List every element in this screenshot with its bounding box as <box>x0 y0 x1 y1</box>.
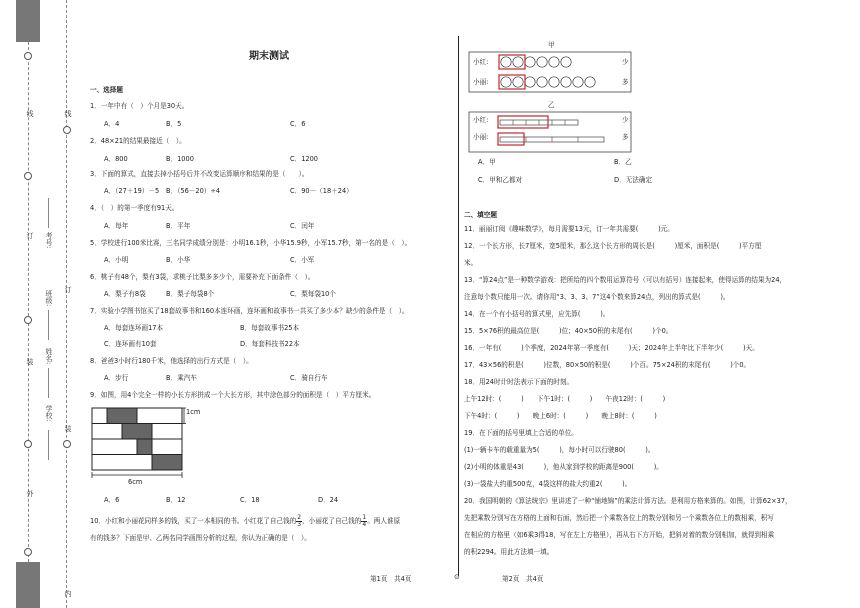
cut-line-outer <box>28 42 29 562</box>
question-text: 2．48×21的结果最接近（ ）。 <box>90 137 186 145</box>
figure-yi-less: 少 <box>622 116 629 124</box>
fill-in-line: 20．我国明朝的《算法统宗》里讲述了一种“铺地锦”的乘法计算方法。是利用方格来算的。如图，计算62×37， <box>464 497 792 505</box>
option-c: C．闰年 <box>290 222 315 230</box>
fill-in-line: 15．5×76积的最高位是( )位；40×50积的末尾有( )个0。 <box>464 327 673 335</box>
binding-hole <box>24 440 32 448</box>
q9-option-d: D．24 <box>318 496 339 504</box>
binding-mark: 线 <box>26 110 34 117</box>
figure-jia-less: 少 <box>622 58 629 66</box>
comparison-figures <box>468 40 648 155</box>
q10-option-d: D．无法确定 <box>614 176 653 184</box>
option-a: A．4 <box>104 120 120 128</box>
figure-side-label: 1cm <box>186 408 201 416</box>
question-text: 1．一年中有（ ）个月是30天。 <box>90 102 189 110</box>
section-heading: 二、填空题 <box>464 211 497 219</box>
fill-in-line: 在相应的方格里（如6乘3得18，写在左上方格里），再从右下方开始，把斜对着的数分别相加，就得到相乘 <box>464 531 775 539</box>
fill-in-line: 19．在下面的括号里填上合适的单位。 <box>464 429 578 437</box>
binding-mark: 装 <box>64 425 72 432</box>
fill-in-line: 12．一个长方形，长7厘米，宽5厘米，那么这个长方形的周长是( )厘米，面积是( )平方厘 <box>464 242 762 250</box>
fill-in-line: 注意每个数只能用一次。请你用“3、3、3、7”这4个数来算24点，列出的算式是( )。 <box>464 293 730 301</box>
fraction-one-quarter: $\frac{1}{4}$ <box>362 513 367 528</box>
option-a: C．连环画有10套 <box>104 340 157 348</box>
fill-in-line: 下午4时：( ) 晚上6时：( ) 晚上8时：( ) <box>464 412 657 420</box>
cut-line-inner <box>66 0 67 608</box>
option-c: C．90－（18＋24） <box>290 187 353 195</box>
figure-jia-row1-label: 小红: <box>473 58 489 66</box>
option-a: A．800 <box>104 155 128 163</box>
section-heading: 一、选择题 <box>90 86 123 94</box>
option-a: A．小明 <box>104 256 129 264</box>
figure-jia-title: 甲 <box>548 41 555 49</box>
question-text: 8．爸爸3小时行180千米，他选择的出行方式是（ ）。 <box>90 357 253 365</box>
page-title: 期末测试 <box>249 51 289 62</box>
fill-in-line: 米。 <box>464 259 478 267</box>
fill-in-line: 14．在一个有小括号的算式里，应先算( )。 <box>464 310 610 318</box>
school-label: 学校: <box>45 405 53 422</box>
binding-hole <box>24 52 32 60</box>
option-a: A．梨子有8袋 <box>104 290 146 298</box>
fraction-two-thirds: $\frac{2}{3}$ <box>297 513 302 528</box>
class-label: 班级: <box>45 290 53 307</box>
binding-mark: 订 <box>64 286 72 293</box>
figure-yi-row1-label: 小红: <box>473 116 489 124</box>
q10-line1: 10．小红和小丽花同样多的钱，买了一本相同的书。小红花了自己钱的 $\frac{2}{3}$ ，小丽花了自己钱的 $\frac{1}{4}$ 。两人谁原 <box>90 513 401 528</box>
figure-yi-more: 多 <box>622 133 629 141</box>
q9-option-c: C．18 <box>240 496 260 504</box>
option-c: C．1200 <box>290 155 318 163</box>
fill-in-line: 先把乘数分别写在方格的上面和右面，然后把一个乘数各位上的数分别和另一个乘数各位上的数相乘，积写 <box>464 514 774 522</box>
fill-in-line: 11．丽丽订阅《趣味数学》，每月需要13元，订一年共需要( )元。 <box>464 225 674 233</box>
fill-in-line: 16．一年有( )个季度，2024年第一季度有( )天；2024年上半年比下半年少( )天。 <box>464 344 759 352</box>
center-dot: ⊙ <box>454 573 460 581</box>
option-b: B．乘汽车 <box>166 374 197 382</box>
question-text: 4．（ ）的第一季度有91天。 <box>90 204 179 212</box>
option-c: C．骑自行车 <box>290 374 328 382</box>
q10-option-b: B．乙 <box>614 158 632 166</box>
binding-hole <box>24 316 32 324</box>
binding-mark: 装 <box>26 358 34 365</box>
name-label: 姓名: <box>45 348 53 365</box>
q10-option-c: C．甲和乙都对 <box>478 176 523 184</box>
fill-in-line: 的积2294。用此方法填一填。 <box>464 548 554 556</box>
binding-mark: 外 <box>26 490 34 497</box>
binding-hole <box>24 548 32 556</box>
figure-yi-row2-label: 小丽: <box>473 133 489 141</box>
fill-in-line: (2)小明的体重是43( )，他从家到学校的距离是900( )。 <box>464 463 663 471</box>
fill-in-line: 13．“算24点”是一种数学游戏：把所给的四个数用运算符号（可以有括号）连接起来，使得运算的结果为24， <box>464 276 787 284</box>
figure-jia-more: 多 <box>622 78 629 86</box>
question-text: 5．学校进行100米比赛，三名同学成绩分别是：小明16.1秒，小华15.9秒，小军15.7秒，第一名的是（ ）。 <box>90 239 412 247</box>
question-text: 3．下面的算式，直接去掉小括号后并不改变运算顺序和结果的是（ ）。 <box>90 170 309 178</box>
question-text: 9．如图，用4个完全一样的小长方形拼成一个大长方形，其中涂色部分的面积是（ ）平方厘米。 <box>90 391 376 399</box>
figure-bottom-label: 6cm <box>128 478 143 486</box>
binding-mark: 内 <box>64 590 72 597</box>
binding-hole <box>63 440 71 448</box>
option-b: B．平年 <box>166 222 191 230</box>
fill-in-line: 18．用24时计时法表示下面的时刻。 <box>464 378 574 386</box>
option-a: A．步行 <box>104 374 129 382</box>
option-b: B．小华 <box>166 256 191 264</box>
q9-figure <box>90 405 210 495</box>
binding-mark: 线 <box>64 110 72 117</box>
binding-hole <box>24 172 32 180</box>
binding-margin <box>0 0 72 608</box>
fill-in-line: (1)一辆卡车的载重量为5( )，每小时可以行驶80( )。 <box>464 446 655 454</box>
option-c: C．6 <box>290 120 306 128</box>
option-b: B．1000 <box>166 155 194 163</box>
exam-number-label: 考号: <box>45 232 53 249</box>
fill-in-line: (3)一袋盐大约重500克，4袋这样的盐大约重2( )。 <box>464 480 632 488</box>
figure-jia-row2-label: 小丽: <box>473 78 489 86</box>
q9-option-b: B．12 <box>166 496 186 504</box>
option-c: C．小军 <box>290 256 315 264</box>
page-footer: 第1页 共4页 <box>370 575 412 583</box>
option-b: B．（56－20）÷4 <box>166 187 221 195</box>
page-footer: 第2页 共4页 <box>502 575 544 583</box>
fill-in-line: 上午12时：( ) 下午1时：( ) 午夜12时：( ) <box>464 395 666 403</box>
fill-in-line: 17．43×56的积是( )位数，80×50的积是( )个百。75×24积的末尾有( )个0。 <box>464 361 751 369</box>
question-text: 6．桃子有48个，梨有3袋，求桃子比梨多多少个，需要补充下面条件（ ）。 <box>90 273 315 281</box>
q10-option-a: A．甲 <box>478 158 496 166</box>
option-b: B．5 <box>166 120 182 128</box>
option-a: A．（27＋19）－5 <box>104 187 160 195</box>
option-b: D．每套科技书22本 <box>240 340 300 348</box>
figure-yi-title: 乙 <box>548 101 555 109</box>
option-a: A．每年 <box>104 222 129 230</box>
option-b: B．梨子每袋8个 <box>166 290 215 298</box>
q9-option-a: A．6 <box>104 496 120 504</box>
binding-mark: 订 <box>26 232 34 239</box>
option-a: A．每套连环画17本 <box>104 324 164 332</box>
option-c: C．梨每袋10个 <box>290 290 336 298</box>
q10-line2: 有的钱多？下面是甲、乙两名同学画图分析的过程，你认为正确的是（ ）。 <box>90 534 311 542</box>
question-text: 7．实验小学图书馆买了18套故事书和160本连环画，连环画和故事书一共买了多少本？缺少的条件是（ ）。 <box>90 307 409 315</box>
option-b: B．每套故事书25本 <box>240 324 300 332</box>
binding-hole <box>63 126 71 134</box>
page-divider <box>458 36 459 576</box>
